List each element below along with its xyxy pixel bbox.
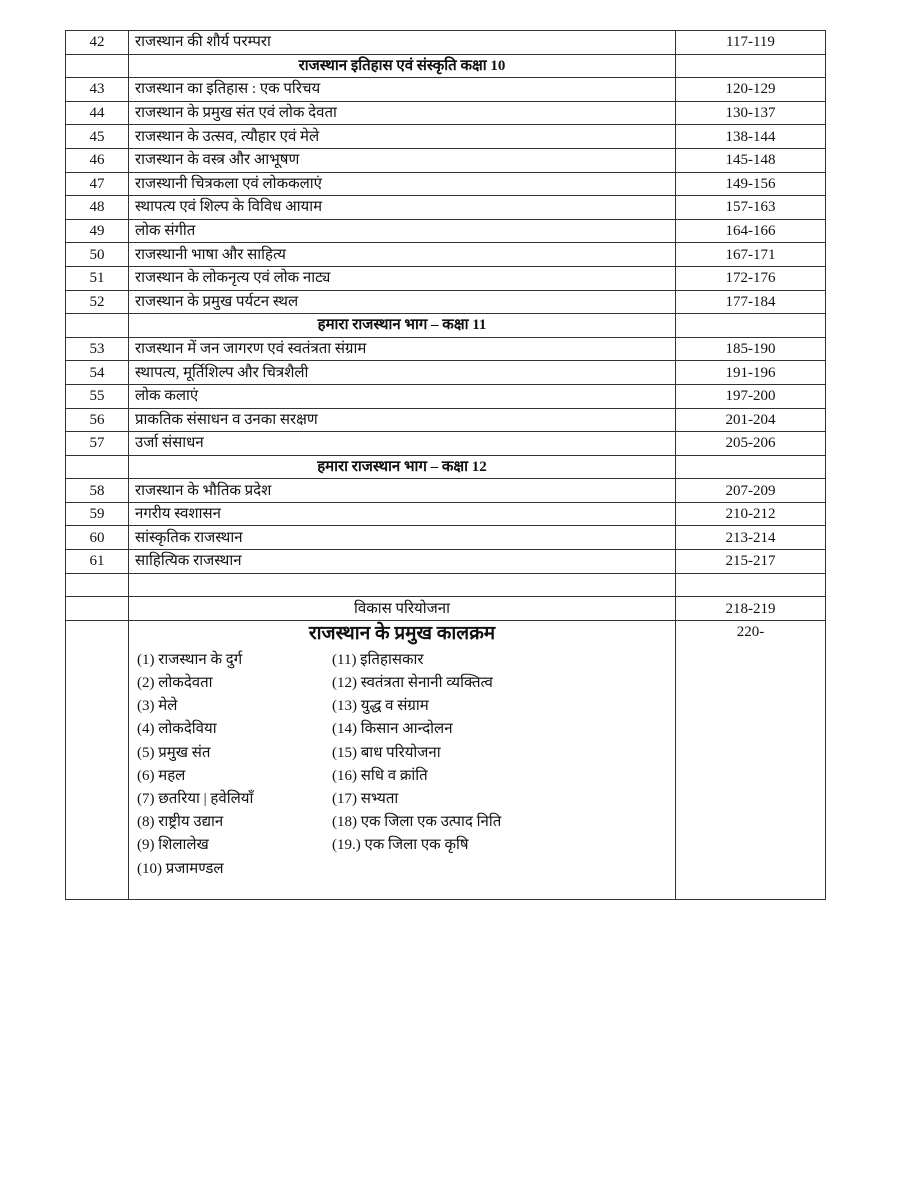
chapter-title: विकास परियोजना xyxy=(129,597,676,621)
list-item: (17) सभ्यता xyxy=(332,791,399,808)
page-range: 197-200 xyxy=(676,384,826,408)
table-row xyxy=(66,597,826,621)
list-item: (4) लोकदेविया xyxy=(137,721,217,738)
chapter-title: राजस्थानी भाषा और साहित्य xyxy=(129,243,676,267)
page-range: 210-212 xyxy=(676,502,826,526)
section-heading: हमारा राजस्थान भाग – कक्षा 12 xyxy=(129,455,676,479)
page-range: 120-129 xyxy=(676,78,826,102)
page-range: 164-166 xyxy=(676,219,826,243)
empty-cell xyxy=(66,314,129,338)
table-row xyxy=(66,432,826,456)
table-row xyxy=(66,125,826,149)
table-row xyxy=(66,550,826,574)
list-item: (5) प्रमुख संत xyxy=(137,744,211,761)
contents-table xyxy=(65,30,826,900)
chapter-number: 59 xyxy=(66,502,129,526)
chapter-title: स्थापत्य एवं शिल्प के विविध आयाम xyxy=(129,196,676,220)
page-range: 207-209 xyxy=(676,479,826,503)
blank-row xyxy=(66,573,826,597)
page-range: 130-137 xyxy=(676,101,826,125)
chapter-number: 52 xyxy=(66,290,129,314)
table-row xyxy=(66,361,826,385)
empty-cell xyxy=(66,597,129,621)
list-item: (8) राष्ट्रीय उद्यान xyxy=(137,814,224,831)
table-row xyxy=(66,31,826,55)
chapter-title: स्थापत्य, मूर्तिशिल्प और चित्रशैली xyxy=(129,361,676,385)
page-range: 215-217 xyxy=(676,550,826,574)
chapter-title: राजस्थान के वस्त्र और आभूषण xyxy=(129,148,676,172)
page-range: 218-219 xyxy=(676,597,826,621)
list-item: (12) स्वतंत्रता सेनानी व्यक्तित्व xyxy=(332,675,493,692)
chapter-title: राजस्थान का इतिहास : एक परिचय xyxy=(129,78,676,102)
section-heading: राजस्थान इतिहास एवं संस्कृति कक्षा 10 xyxy=(129,54,676,78)
contents-table-body xyxy=(66,31,826,900)
chapter-title: उर्जा संसाधन xyxy=(129,432,676,456)
chapter-title: राजस्थान में जन जागरण एवं स्वतंत्रता संग्राम xyxy=(129,337,676,361)
list-item: (19.) एक जिला एक कृषि xyxy=(332,837,469,854)
table-row xyxy=(66,243,826,267)
chronology-title: राजस्थान के प्रमुख कालक्रम xyxy=(308,622,496,644)
chapter-number: 42 xyxy=(66,31,129,55)
empty-cell xyxy=(66,455,129,479)
empty-cell xyxy=(66,573,129,597)
table-row xyxy=(66,266,826,290)
empty-cell xyxy=(676,455,826,479)
chapter-title: राजस्थान के भौतिक प्रदेश xyxy=(129,479,676,503)
page-range: 205-206 xyxy=(676,432,826,456)
list-item: (3) मेले xyxy=(137,698,178,715)
chapter-number: 56 xyxy=(66,408,129,432)
table-row xyxy=(66,502,826,526)
chapter-number: 50 xyxy=(66,243,129,267)
chapter-number: 47 xyxy=(66,172,129,196)
chapter-title: लोक संगीत xyxy=(129,219,676,243)
section-heading-row xyxy=(66,54,826,78)
chapter-number: 54 xyxy=(66,361,129,385)
table-row xyxy=(66,384,826,408)
list-item: (15) बाध परियोजना xyxy=(332,744,441,761)
section-heading-row xyxy=(66,455,826,479)
page-range: 117-119 xyxy=(676,31,826,55)
empty-cell xyxy=(676,573,826,597)
section-heading-row xyxy=(66,314,826,338)
table-row xyxy=(66,337,826,361)
list-item: (2) लोकदेवता xyxy=(137,675,213,692)
chapter-title: राजस्थान के प्रमुख संत एवं लोक देवता xyxy=(129,101,676,125)
empty-cell xyxy=(676,54,826,78)
list-item: (9) शिलालेख xyxy=(137,837,209,854)
chapter-title: राजस्थान के लोकनृत्य एवं लोक नाट्य xyxy=(129,266,676,290)
chapter-title: राजस्थान के प्रमुख पर्यटन स्थल xyxy=(129,290,676,314)
chapter-title: प्राकतिक संसाधन व उनका सरक्षण xyxy=(129,408,676,432)
page-range: 185-190 xyxy=(676,337,826,361)
list-item: (14) किसान आन्दोलन xyxy=(332,721,453,738)
empty-cell xyxy=(676,314,826,338)
list-item: (7) छतरिया | हवेलियाँ xyxy=(137,791,254,808)
chronology-cell xyxy=(129,620,676,899)
chronology-column-left xyxy=(135,649,332,881)
table-row xyxy=(66,172,826,196)
page-range: 177-184 xyxy=(676,290,826,314)
chapter-title: नगरीय स्वशासन xyxy=(129,502,676,526)
page-range: 138-144 xyxy=(676,125,826,149)
chapter-title: राजस्थान की शौर्य परम्परा xyxy=(129,31,676,55)
page-range: 220- xyxy=(676,620,826,899)
chapter-title: साहित्यिक राजस्थान xyxy=(129,550,676,574)
page-range: 167-171 xyxy=(676,243,826,267)
list-item: (10) प्रजामण्डल xyxy=(137,860,224,877)
table-row xyxy=(66,408,826,432)
page-range: 149-156 xyxy=(676,172,826,196)
list-item: (1) राजस्थान के दुर्ग xyxy=(137,651,243,668)
chapter-number: 57 xyxy=(66,432,129,456)
chapter-number: 55 xyxy=(66,384,129,408)
chronology-list xyxy=(135,649,669,881)
empty-cell xyxy=(129,573,676,597)
empty-cell xyxy=(66,620,129,899)
section-heading: हमारा राजस्थान भाग – कक्षा 11 xyxy=(129,314,676,338)
chapter-title: राजस्थानी चित्रकला एवं लोककलाएं xyxy=(129,172,676,196)
list-item: (16) सधि व क्रांति xyxy=(332,767,428,784)
table-row xyxy=(66,196,826,220)
chronology-row xyxy=(66,620,826,899)
chapter-number: 61 xyxy=(66,550,129,574)
chronology-column-right xyxy=(332,649,527,881)
list-item: (18) एक जिला एक उत्पाद निति xyxy=(332,814,502,831)
page-range: 201-204 xyxy=(676,408,826,432)
chapter-title: लोक कलाएं xyxy=(129,384,676,408)
chapter-number: 58 xyxy=(66,479,129,503)
page-range: 191-196 xyxy=(676,361,826,385)
chapter-number: 49 xyxy=(66,219,129,243)
table-row xyxy=(66,219,826,243)
table-row xyxy=(66,101,826,125)
chapter-number: 44 xyxy=(66,101,129,125)
chapter-number: 60 xyxy=(66,526,129,550)
chapter-number: 43 xyxy=(66,78,129,102)
chapter-title: सांस्कृतिक राजस्थान xyxy=(129,526,676,550)
list-item: (6) महल xyxy=(137,767,186,784)
table-row xyxy=(66,290,826,314)
chapter-number: 48 xyxy=(66,196,129,220)
table-row xyxy=(66,78,826,102)
table-row xyxy=(66,479,826,503)
page-range: 145-148 xyxy=(676,148,826,172)
page-range: 213-214 xyxy=(676,526,826,550)
page-range: 172-176 xyxy=(676,266,826,290)
table-row xyxy=(66,148,826,172)
chapter-number: 46 xyxy=(66,148,129,172)
chapter-title: राजस्थान के उत्सव, त्यौहार एवं मेले xyxy=(129,125,676,149)
table-row xyxy=(66,526,826,550)
chapter-number: 51 xyxy=(66,266,129,290)
chapter-number: 45 xyxy=(66,125,129,149)
empty-cell xyxy=(66,54,129,78)
page-range: 157-163 xyxy=(676,196,826,220)
list-item: (13) युद्ध व संग्राम xyxy=(332,698,429,715)
list-item: (11) इतिहासकार xyxy=(332,651,424,668)
chapter-number: 53 xyxy=(66,337,129,361)
